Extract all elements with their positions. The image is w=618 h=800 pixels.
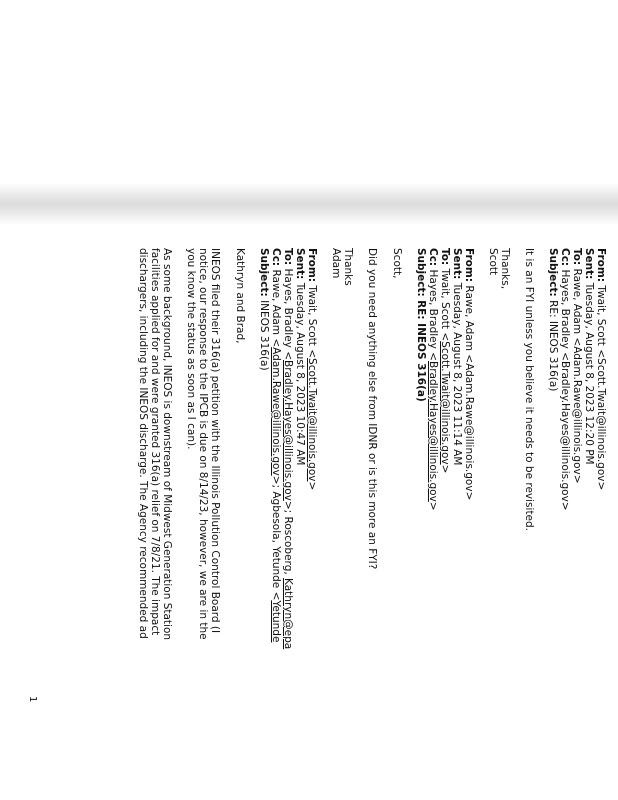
email1-sent-label: Sent: (583, 248, 595, 280)
email1-cc-label: Cc: (559, 248, 571, 267)
email1-to-value: Rawe, Adam <Adam.Rawe@illinois.gov> (571, 268, 583, 484)
email3-para1-line2: notice, our response to the IPCB is due on 8/14/23, however, we are in the (197, 248, 209, 640)
email2-to-suffix: > (439, 464, 451, 474)
email3-para1-line1: INEOS filed their 316(a) petition with the Illinois Pollution Control Board (I (209, 248, 221, 634)
email2-signature: Adam (330, 248, 342, 279)
email3-to-label: To: (282, 248, 294, 266)
email3-sent-value: Tuesday, August 8, 2023 10:47 AM (294, 282, 306, 466)
email2-from-label: From: (463, 248, 475, 283)
email1-to-line (571, 248, 583, 484)
email3-from-prefix: Twait, Scott < (306, 285, 318, 359)
email2-to-prefix: Twait, Scott < (439, 268, 451, 342)
email2-sent-label: Sent: (451, 248, 463, 280)
email2-to-email-link[interactable]: Scott.Twait@illinois.gov (439, 341, 451, 465)
email3-cc-suffix: >; Agbesola, Yetunde < (270, 475, 282, 601)
email3-para1-line3: you know the status as soon as I can). (185, 248, 197, 450)
email1-subject-label: Subject: (547, 248, 559, 297)
email2-subject-label: Subject: (415, 248, 427, 297)
email1-from-value: Twait, Scott <Scott.Twait@illinois.gov> (595, 285, 607, 491)
email3-subject-label: Subject: (258, 248, 270, 297)
email3-cc-email-link-2[interactable]: Yetunde (270, 600, 282, 643)
email3-from-email-link[interactable]: Scott.Twait@illinois.gov (306, 358, 318, 482)
email2-cc-email-link[interactable]: Bradley.Hayes@illinois.gov (427, 360, 439, 502)
email1-from-line (595, 248, 607, 490)
email2-to-label: To: (439, 248, 451, 266)
email3-from-line (306, 248, 318, 490)
email3-to-email-link-2[interactable]: Kathryn@epa (282, 578, 294, 650)
email2-sent-value: Tuesday, August 8, 2023 11:14 AM (451, 282, 463, 466)
page-number: 1 (27, 696, 38, 703)
email1-cc-value: Hayes, Bradley <Bradley.Hayes@illinois.gov> (559, 269, 571, 511)
email2-body: Did you need anything else from IDNR or is this more an FYI? (366, 248, 378, 570)
email2-cc-line (427, 248, 439, 511)
email3-to-mid: >; Roscoberg, (282, 500, 294, 579)
email3-to-prefix: Hayes, Bradley < (282, 268, 294, 361)
email2-from-line (463, 248, 475, 500)
email1-closing: Thanks, (499, 248, 511, 290)
email3-cc-email-link-1[interactable]: Adam.Rawe@illinois.gov (270, 347, 282, 476)
email3-subject-line (258, 248, 270, 371)
email2-subject-line (415, 248, 427, 402)
email3-from-suffix: > (306, 481, 318, 491)
email3-sent-line (294, 248, 306, 465)
email1-from-label: From: (595, 248, 607, 283)
email2-cc-prefix: Hayes, Bradley < (427, 269, 439, 361)
email2-subject-value: RE: INEOS 316(a) (415, 300, 427, 402)
email1-signature: Scott (487, 248, 499, 276)
email2-cc-label: Cc: (427, 248, 439, 267)
email1-to-label: To: (571, 248, 583, 266)
email1-subject-value: RE: INEOS 316(a) (547, 300, 559, 392)
email3-greeting: Kathryn and Brad, (234, 248, 246, 344)
email3-cc-label: Cc: (270, 248, 282, 267)
email1-sent-line (583, 248, 595, 465)
email3-cc-prefix: Rawe, Adam < (270, 269, 282, 348)
email3-para2-line1: As some background, INEOS is downstream of Midwest Generation Station (161, 248, 173, 641)
email2-greeting: Scott, (391, 248, 403, 279)
email2-closing: Thanks (342, 248, 354, 286)
email2-to-line (439, 248, 451, 473)
email1-body: It is an FYI unless you believe it needs to be revisited. (523, 248, 535, 532)
email3-sent-label: Sent: (294, 248, 306, 280)
email3-cc-line (270, 248, 282, 642)
email2-sent-line (451, 248, 463, 465)
email2-from-value: Rawe, Adam <Adam.Rawe@illinois.gov> (463, 285, 475, 501)
email1-subject-line (547, 248, 559, 391)
email3-para2-line2: facilities applied for and were granted 316(a) relief on 7/8/21. The impact (149, 248, 161, 636)
email3-from-label: From: (306, 248, 318, 283)
email3-subject-value: INEOS 316(a) (258, 300, 270, 371)
email2-cc-suffix: > (427, 501, 439, 511)
email3-para2-line3: dischargers, including the INEOS discharge. The Agency recommended ad (137, 248, 149, 639)
email3-to-email-link-1[interactable]: Bradley.Hayes@illinois.gov (282, 360, 294, 501)
email1-cc-line (559, 248, 571, 511)
email3-to-line (282, 248, 294, 649)
email1-sent-value: Tuesday, August 8, 2023 12:20 PM (583, 282, 595, 465)
